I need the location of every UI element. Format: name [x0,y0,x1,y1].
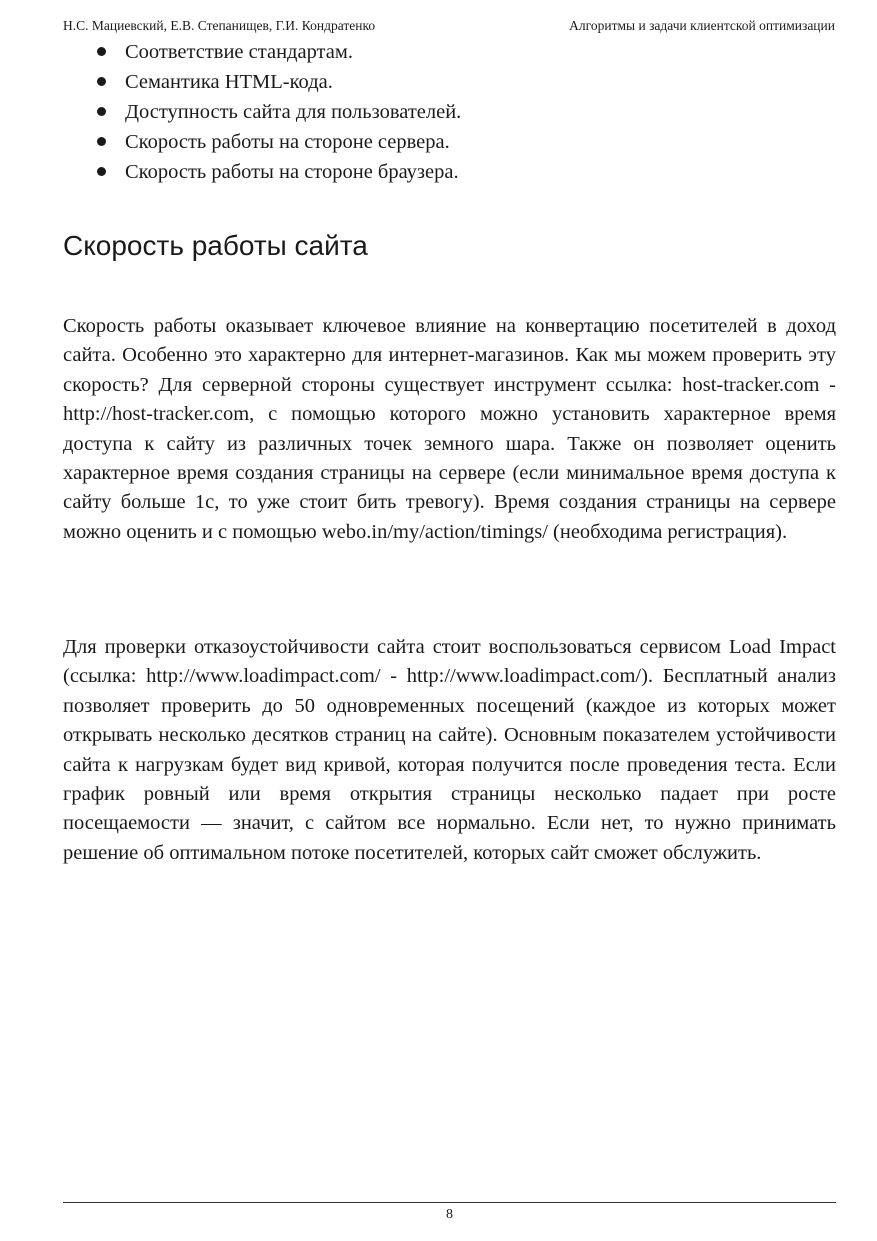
page-number: 8 [446,1207,453,1222]
list-item-text: Семантика HTML-кода. [125,71,333,93]
section-title: Скорость работы сайта [63,230,368,261]
body-paragraph-load-testing: Для проверки отказоустойчивости сайта стоит воспользоваться сервисом Load Impact (ссылка: http://www.loadimpact.com/ - http://www.loadimpact.com/). Бесплатный анализ позволяет проверить до 50 одновременных посещений (каждое из которых может открывать несколько десятков страниц на сайте). Основным показателем устойчивости сайта к нагрузкам будет вид кривой, которая получится после проведения теста. Если график ровный или время открытия страницы несколько падает при росте посещаемости — значит, с сайтом все нормально. Если нет, то нужно принимать решение об оптимальном потоке посетителей, которых сайт сможет обслужить. [63,636,836,864]
bullet-icon [97,107,106,116]
header-book-title: Алгоритмы и задачи клиентской оптимизации [569,18,835,33]
list-item-text: Доступность сайта для пользователей. [125,101,462,123]
list-item [63,157,461,187]
body-paragraph-speed: Скорость работы оказывает ключевое влияние на конвертацию посетителей в доход сайта. Особенно это характерно для интернет-магазинов. Как мы можем проверить эту скорость? Для серверной стороны существует инструмент ссылка: host-tracker.com - http://host-tracker.com, с помощью которого можно установить характерное время доступа к сайту из различных точек земного шара. Также он позволяет оценить характерное время создания страницы на сервере (если минимальное время доступа к сайту больше 1с, то уже стоит бить тревогу). Время создания страницы на сервере можно оценить и с помощью webo.in/my/action/timings/ (необходима регистрация). [63,315,836,543]
list-item [63,97,461,127]
list-item-text: Скорость работы на стороне сервера. [125,131,450,153]
list-item-text: Скорость работы на стороне браузера. [125,161,459,183]
bullet-icon [97,77,106,86]
bullet-icon [97,167,106,176]
footer-divider [63,1202,836,1203]
list-item-text: Соответствие стандартам. [125,41,353,63]
list-item [63,67,461,97]
running-header [63,16,835,36]
list-item [63,127,461,157]
bullet-icon [97,47,106,56]
bullet-icon [97,137,106,146]
list-item [63,37,461,67]
bullet-list [63,37,461,187]
header-authors: Н.С. Мациевский, Е.В. Степанищев, Г.И. Кондратенко [63,18,376,33]
